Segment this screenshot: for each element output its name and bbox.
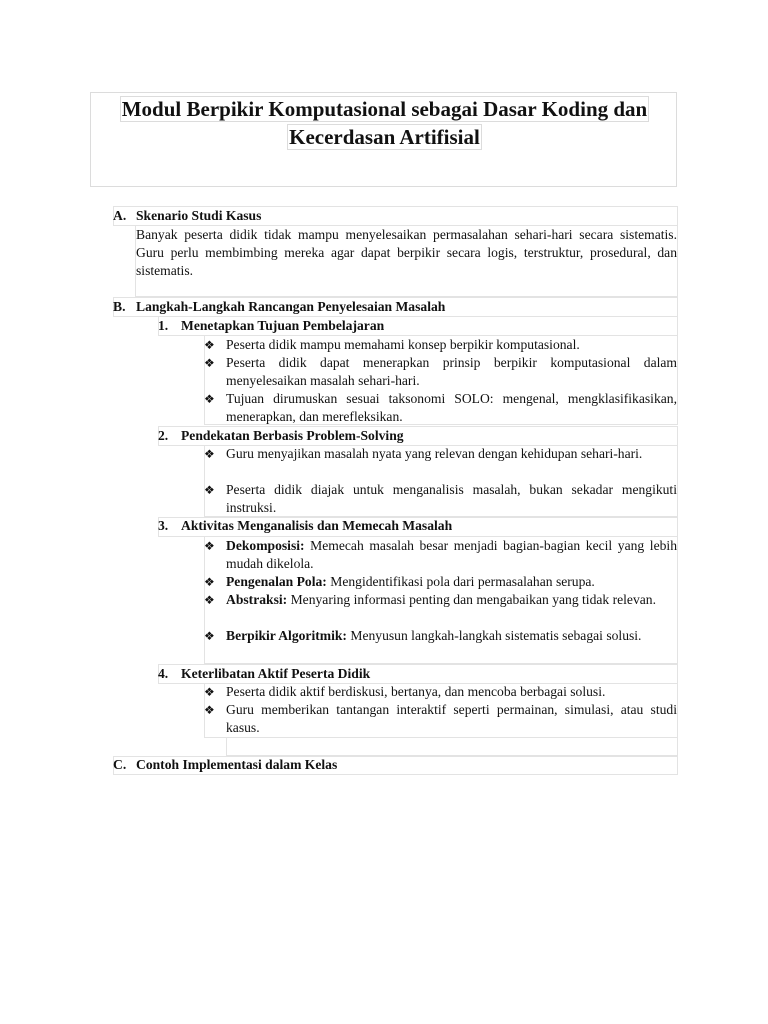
diamond-bullet-icon: ❖ [204,483,215,497]
bullet-term: Berpikir Algoritmik: [226,628,347,643]
diamond-bullet-icon: ❖ [204,392,215,406]
bullet-term: Abstraksi: [226,592,288,607]
list-item [204,445,677,481]
bullet-text [226,627,677,645]
diamond-bullet-icon: ❖ [204,338,215,352]
step-2-heading: Pendekatan Berbasis Problem-Solving [181,428,404,443]
bullet-text: Peserta didik mampu memahami konsep berpikir komputasional. [226,337,580,352]
bullet-text [226,537,677,573]
title-box [90,92,677,187]
bullet-text [226,591,677,609]
section-a-heading: Skenario Studi Kasus [136,208,262,223]
bullet-description: Menyusun langkah-langkah sistematis sebagai solusi. [346,628,642,643]
bullet-text: Guru memberikan tantangan interaktif seperti permainan, simulasi, atau studi kasus. [226,702,677,735]
section-b-heading: Langkah-Langkah Rancangan Penyelesaian Masalah [136,299,446,314]
bullet-text: Peserta didik diajak untuk menganalisis masalah, bukan sekadar mengikuti instruksi. [226,482,677,515]
bullet-text: Guru menyajikan masalah nyata yang relevan dengan kehidupan sehari-hari. [226,446,643,461]
step-4-number: 4. [158,666,169,681]
bullet-text: Peserta didik aktif berdiskusi, bertanya, dan mencoba berbagai solusi. [226,684,606,699]
section-a-letter: A. [113,208,127,223]
title-line-1: Modul Berpikir Komputasional sebagai Dasar Koding dan [121,97,648,121]
section-a-body [136,226,677,280]
step-4-heading: Keterlibatan Aktif Peserta Didik [181,666,371,681]
section-c-heading: Contoh Implementasi dalam Kelas [136,757,338,772]
diamond-bullet-icon: ❖ [204,703,215,717]
title-line-2: Kecerdasan Artifisial [289,125,480,149]
diamond-bullet-icon: ❖ [204,685,215,699]
empty-row [226,737,678,756]
diamond-bullet-icon: ❖ [204,629,215,643]
bullet-text: Tujuan dirumuskan sesuai taksonomi SOLO: mengenal, mengklasifikasikan, menerapkan, dan merefleksikan. [226,391,677,424]
list-item [204,627,677,663]
diamond-bullet-icon: ❖ [204,356,215,370]
step-2-number: 2. [158,428,169,443]
document-title [101,95,668,151]
bullet-description: Menyaring informasi penting dan mengabaikan yang tidak relevan. [287,592,656,607]
bullet-term: Pengenalan Pola: [226,574,327,589]
list-item [204,354,677,390]
section-c-letter: C. [113,757,127,772]
bullet-term: Dekomposisi: [226,538,305,553]
diamond-bullet-icon: ❖ [204,447,215,461]
diamond-bullet-icon: ❖ [204,575,215,589]
bullet-description: Mengidentifikasi pola dari permasalahan serupa. [326,574,595,589]
list-item [204,336,677,354]
bullet-description: Memecah masalah besar menjadi bagian-bagian kecil yang lebih mudah dikelola. [226,538,677,571]
bullet-text [226,573,677,591]
diamond-bullet-icon: ❖ [204,539,215,553]
step-1-heading: Menetapkan Tujuan Pembelajaran [181,318,385,333]
list-item [204,390,677,426]
list-item [204,701,677,737]
list-item [204,683,677,701]
list-item [204,481,677,517]
diamond-bullet-icon: ❖ [204,593,215,607]
step-1-number: 1. [158,318,169,333]
section-a-paragraph: Banyak peserta didik tidak mampu menyelesaikan permasalahan sehari-hari secara sistematis. Guru perlu membimbing mereka agar dapat berpikir secara logis, terstruktur, prosedural, dan sistematis. [136,227,677,278]
list-item [204,573,677,591]
list-item [204,591,677,627]
list-item [204,537,677,573]
bullet-text: Peserta didik dapat menerapkan prinsip berpikir komputasional dalam menyelesaikan masalah sehari-hari. [226,355,677,388]
step-3-heading: Aktivitas Menganalisis dan Memecah Masalah [181,518,453,533]
step-3-number: 3. [158,518,169,533]
section-b-letter: B. [113,299,126,314]
